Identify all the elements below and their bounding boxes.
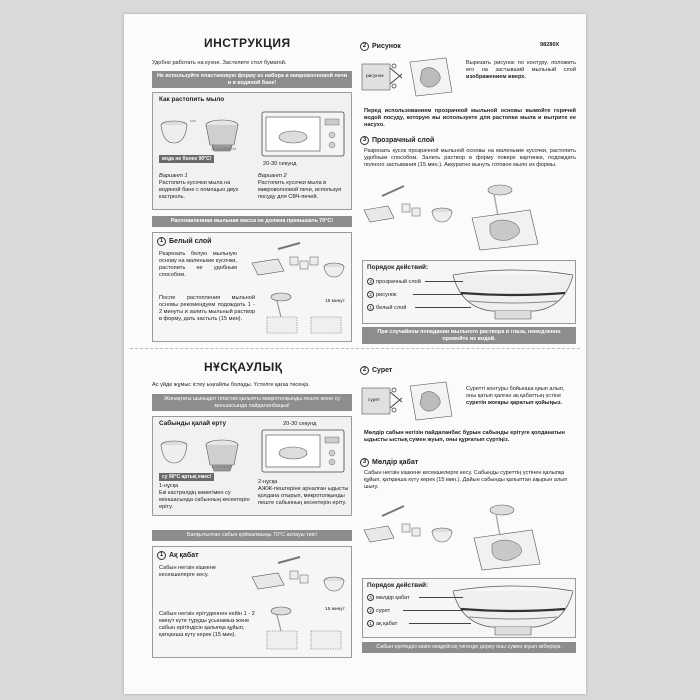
ru-order-number-3: 3 (367, 278, 374, 285)
fold-divider (130, 348, 580, 349)
ru-cutting-illustration (248, 241, 348, 281)
ru-step1-heading (157, 237, 211, 246)
ru-step1-title: Белый слой (169, 238, 212, 245)
kz-order-number-1: 1 (367, 620, 374, 627)
kz-step3-heading (360, 458, 418, 467)
ru-step2-text-block (466, 60, 576, 81)
kz-variant2-title: 2-нұсқа (258, 479, 278, 485)
ru-variant1-text: Растопить кусочки мыла на водяной бане с помощью двух кастрюль. (159, 180, 239, 200)
ru-step2-number: 2 (360, 42, 369, 51)
ru-wash-note: Перед использованием прозрачной мыльной основы вымойте горячей водой посуду, которую вы используете для растопки мыла и вытрите ее насухо. (364, 108, 576, 128)
ru-step1-box (152, 232, 352, 342)
kz-variant1-text: Екі кастрөлдің көмегімен су моншасында сабынның кесектерін еріту. (159, 490, 250, 510)
kz-microwave-icon (261, 429, 347, 475)
kz-eye-warning: Сабын ерітіндісі көзге кездейсоқ тигенде дереу оны сумен жуып жіберіңіз. (362, 642, 576, 653)
ru-pouring-illustration (362, 180, 572, 250)
kazakh-section (124, 352, 586, 682)
ru-order-number-1: 1 (367, 304, 374, 311)
kz-timer-1: 1-2 минут (211, 465, 233, 470)
ru-variant1-title: Вариант 1 (159, 173, 188, 179)
ru-step2-title: Рисунок (372, 43, 401, 50)
kz-layer-leader-1 (409, 623, 471, 624)
ru-step3-title: Прозрачный слой (372, 137, 435, 144)
kz-step3-title: Мөлдір қабат (372, 459, 419, 466)
microwave-icon (261, 111, 347, 159)
kz-left-column (132, 352, 357, 682)
kz-water-temp: су 90°С артық емес! (159, 473, 214, 481)
kz-bowl-layers-diagram (451, 583, 575, 637)
ru-timer-2: 20-30 секунд (263, 161, 297, 167)
kz-order-item-3 (367, 594, 410, 601)
ru-layer-leader-2 (413, 294, 463, 295)
kz-variant1-title: 1-нұсқа (159, 483, 179, 489)
ru-step2-heading (360, 42, 401, 51)
ru-bowl-layers-diagram (451, 267, 575, 323)
kz-step2-title: Сурет (372, 367, 393, 374)
kz-melt-heading: Сабынды қалай ерту (159, 420, 227, 427)
ru-order-number-2: 2 (367, 291, 374, 298)
kz-step2-heading (360, 366, 392, 375)
kz-step2-number: 2 (360, 366, 369, 375)
kz-variant2-text: АЖЖ-пештеріне арналған ыдысты қолдана отырып, микротолқынды пеште сабынның кесектерін еріту. (258, 486, 349, 506)
kz-timer-2: 20-30 секунд (283, 421, 317, 427)
ru-variant2-text: Растопить кусочки мыла в микроволновой печи, используя посуду для СВЧ-печей. (258, 180, 342, 200)
kz-step2-text-bold: суретін жоғары қаратып қойыңыз. (466, 400, 563, 406)
ru-timer-1: 1-2 минуты (211, 147, 236, 152)
ru-order-box (362, 260, 576, 324)
kz-order-label-2: сурет (376, 607, 391, 614)
kz-right-column (356, 352, 581, 682)
kz-step2-text: Суретті контуры бойынша қиып алып, оны қатып қалған ақ қабаттың үстіне (466, 386, 565, 399)
ru-variant2-title: Вариант 2 (258, 173, 287, 179)
ru-step1-number: 1 (157, 237, 166, 246)
kz-intro: Ас үйде жұмыс істеу ыңғайлы болады. Үстелге қағаз төсеңіз. (152, 382, 310, 388)
kz-order-title: Порядок действий: (367, 582, 429, 589)
kz-step2-text-block (466, 386, 576, 407)
kz-step3-number: 3 (360, 458, 369, 467)
ru-step1-text: Разрезать белую мыльную основу на маленькие кусочки, растопить ее удобным способом. (159, 251, 237, 278)
ru-step2-text-bold: изображением вверх. (466, 74, 526, 80)
kz-layer-leader-3 (419, 597, 463, 598)
ru-step3-number: 3 (360, 136, 369, 145)
ru-melt-heading: Как растопить мыло (159, 96, 225, 103)
kz-plastic-warning: Жинақтағы шыныдит пластик қалыпты микротолқынды пеште және су моншасында пайдаланбаңыз! (152, 394, 352, 411)
kz-step1-text: Сабын негізін кішкене кесекшелерге кесу. (159, 565, 217, 578)
kz-title: НҰСҚАУЛЫҚ (204, 360, 283, 374)
ru-step2-image-label: рисунок (366, 74, 384, 79)
ru-title: ИНСТРУКЦИЯ (204, 36, 291, 50)
ru-step3-text: Разрезать кусок прозрачной мыльной основы на маленькие кусочки, растопить удобным способом. Залить раствор в форму поверх картинки, подождать полного застывания (15 мин.). Аккуратно вынуть готовое мыло из формы. (364, 148, 576, 168)
kz-order-label-1: ақ қабат (376, 620, 398, 627)
kz-order-number-2: 2 (367, 607, 374, 614)
ru-step2-text: Вырезать рисунок по контуру, положить его на застывший мыльный слой (466, 60, 576, 73)
ru-order-label-2: рисунок (376, 291, 397, 298)
kz-step1-timer: 15 минут (325, 607, 345, 612)
ru-plastic-warning: Не используйте пластиковую форму из набора в микроволновой печи и в водяной бане! (152, 71, 352, 88)
ru-left-column (132, 14, 357, 344)
kz-step1-title: Ақ қабат (169, 552, 199, 559)
kz-layer-leader-2 (403, 610, 463, 611)
kz-water-bath-illustration (158, 433, 248, 473)
ru-eye-warning: При случайном попадании мыльного раствора в глаза, немедленно промойте их водой. (362, 327, 576, 344)
ru-intro: Удобно работать на кухне. Застелите стол бумагой. (152, 60, 287, 66)
ru-order-label-3: прозрачный слой (376, 278, 421, 285)
kz-step1-number: 1 (157, 551, 166, 560)
ru-water-temp: вода не более 90°C! (159, 155, 214, 163)
kz-order-item-2 (367, 607, 390, 614)
kz-step1-box (152, 546, 352, 658)
kz-temp-warning: Балқытылған сабын қоймалжыңы 70°С аспауы тиіс! (152, 530, 352, 541)
kz-order-item-1 (367, 620, 397, 627)
ru-layer-leader-1 (415, 307, 471, 308)
ru-melt-box (152, 92, 352, 210)
ru-right-column (356, 14, 581, 344)
kz-wash-note: Мөлдір сабын негізін пайдаланбас бұрын сабынды ерітуге қолданатын ыдысты ыстық сумен жуып, оны құрғатып сүртіңіз. (364, 430, 565, 443)
kz-order-box (362, 578, 576, 638)
kz-pouring-illustration (362, 498, 572, 570)
ru-layer-leader-3 (425, 281, 463, 282)
kz-step1-heading (157, 551, 199, 560)
kz-order-number-3: 3 (367, 594, 374, 601)
ru-temp-warning: Расплавленная мыльная масса не должна превышать 70°С! (152, 216, 352, 227)
kz-step3-text: Сабын негізін кішкене кесекшелерге кесу. Сабынды суреттің үстінен қалыпқа құйып, қатқанша күту керек (15 мин.). Дайын сабынды қалыптан ақырын алып шығу. (364, 470, 568, 490)
kz-order-label-3: мөлдір қабат (376, 594, 410, 601)
ru-step1-timer: 15 минут (325, 299, 345, 304)
ru-mold-illustration (263, 287, 351, 337)
product-code: 98280X (540, 42, 560, 48)
kz-step1-text2: Сабын негізін ерітуденнен кейін 1 - 2 минут күте тұруды ұсынамыз және сабын ерітіндісін қалыпқа құйып, қатқанша күту керек (15 мин). (159, 611, 255, 638)
kz-melt-box (152, 416, 352, 516)
ru-step1-text2: После растопления мыльной основы рекомендуем подождать 1 - 2 минуты и залить мыльный раствор в форму, дать застыть (15 мин). (159, 295, 255, 322)
ru-order-label-1: белый слой (376, 304, 407, 311)
kz-step2-image-label: сурет (368, 398, 381, 403)
kz-cutting-illustration (248, 555, 348, 595)
ru-order-item-2 (367, 291, 396, 298)
instruction-sheet (124, 14, 586, 694)
ru-order-item-3 (367, 278, 421, 285)
ru-step3-heading (360, 136, 434, 145)
ru-order-item-1 (367, 304, 406, 311)
russian-section (124, 14, 586, 344)
ru-order-title: Порядок действий: (367, 264, 429, 271)
